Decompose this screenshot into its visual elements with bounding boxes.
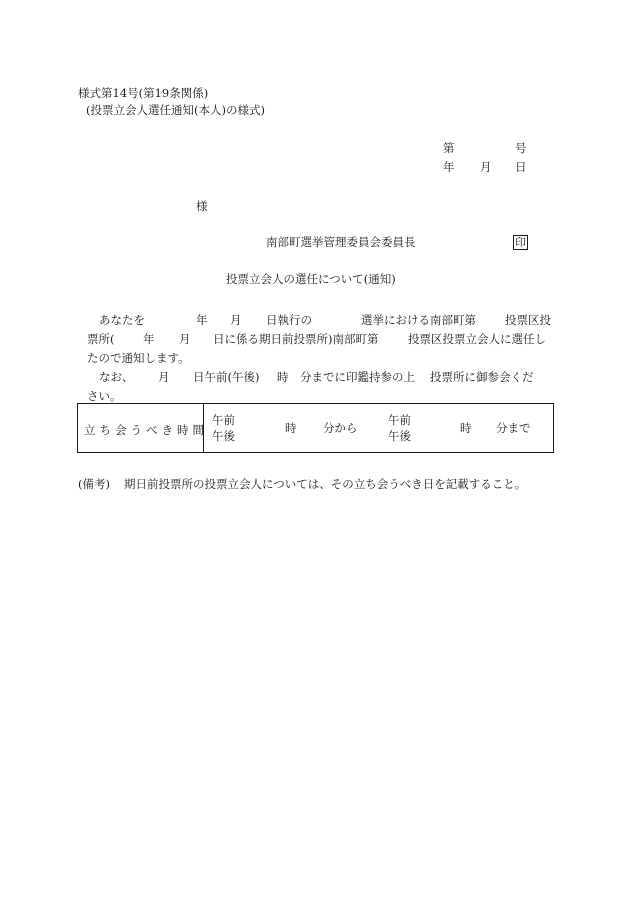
- form-subtitle: (投票立会人選任通知(本人)の様式): [86, 103, 265, 117]
- body-text: 月: [230, 313, 242, 327]
- body-text: 時: [277, 370, 289, 384]
- hour-label-start: 時: [285, 421, 297, 435]
- body-line: [80, 349, 554, 368]
- body-text: なお、: [99, 370, 134, 384]
- date-year-label: 年: [443, 160, 455, 174]
- doc-number-suffix: 号: [515, 141, 527, 155]
- body-text: さい。: [87, 389, 122, 403]
- body-text: たので通知します。: [87, 351, 190, 365]
- body-text: 投票区投: [505, 313, 551, 327]
- body-text: 投票区投票立会人に選任し: [408, 332, 546, 346]
- body-text: 日午前(午後): [193, 370, 260, 384]
- body-text: 日に係る期日前投票所)南部町第: [213, 332, 379, 346]
- document-title: 投票立会人の選任について(通知): [226, 272, 396, 286]
- body-text: 年: [143, 332, 155, 346]
- body-text: 選挙における南部町第: [361, 313, 476, 327]
- am-label-end: 午前: [388, 413, 411, 427]
- date-day-label: 日: [515, 160, 527, 174]
- body-text: 月: [158, 370, 170, 384]
- body-text: 投票所に御参会くだ: [430, 370, 534, 384]
- from-label: 分から: [323, 421, 358, 435]
- form-number: 様式第14号(第19条関係): [78, 86, 209, 100]
- body-line: [80, 368, 554, 387]
- time-table-label: 立ち会うべき時間: [84, 423, 208, 437]
- doc-number-prefix: 第: [443, 141, 455, 155]
- body-line: [80, 311, 554, 330]
- pm-label-start: 午後: [212, 429, 235, 443]
- body-line: [80, 330, 554, 349]
- notice-body: [80, 311, 554, 406]
- remarks-text: 期日前投票所の投票立会人については、その立ち会うべき日を記載すること。: [124, 477, 527, 491]
- body-text: あなたを: [99, 313, 145, 327]
- am-label-start: 午前: [212, 413, 235, 427]
- body-text: 票所(: [87, 332, 115, 346]
- addressee-honorific: 様: [196, 199, 208, 213]
- pm-label-end: 午後: [388, 429, 411, 443]
- sender-title: 南部町選挙管理委員会委員長: [266, 235, 416, 249]
- time-table-label-cell: [78, 404, 208, 452]
- body-text: 分までに印鑑持参の上: [300, 370, 415, 384]
- remarks-label: (備考): [78, 477, 110, 491]
- seal-mark: 印: [515, 236, 526, 249]
- until-label: 分まで: [496, 421, 531, 435]
- attendance-time-table: [77, 403, 554, 453]
- body-text: 月: [179, 332, 191, 346]
- body-text: 年: [196, 313, 208, 327]
- date-month-label: 月: [480, 160, 492, 174]
- body-text: 日執行の: [266, 313, 312, 327]
- hour-label-end: 時: [460, 421, 472, 435]
